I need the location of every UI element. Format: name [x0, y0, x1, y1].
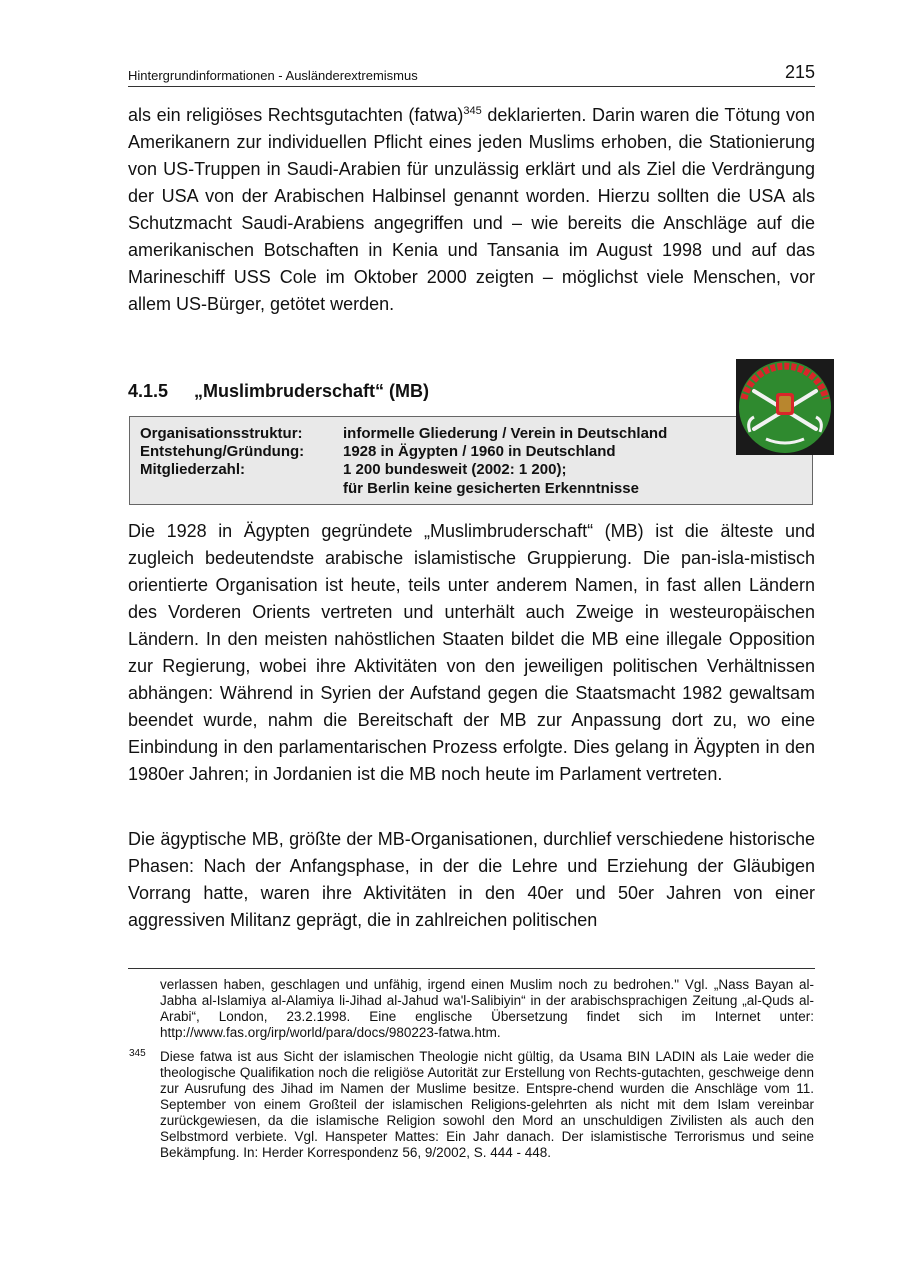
info-row [140, 461, 566, 478]
info-label: Mitgliederzahl: [140, 461, 246, 478]
page-number: 215 [784, 62, 815, 82]
paragraph-1-text-b: deklarierten. Darin waren die Tötung von Amerikanern zur individuellen Pflicht eines jeden Muslims erhoben, die Stationierung von US-Truppen in Saudi-Arabien für unzulässig erklärt und als Ziel die Verdrängung der USA von der Arabischen Halbinsel genannt worden. Hierzu sollten die USA als Schutzmacht Saudi-Arabiens angegriffen und – wie bereits die Anschläge auf die amerikanischen Botschaften in Kenia und Tansania im August 1998 und auf das Marineschiff USS Cole im Oktober 2000 zeigten – möglichst viele Menschen, vor allem US-Bürger, getötet werden. [128, 105, 816, 314]
footnote-345: Diese fatwa ist aus Sicht der islamischen Theologie nicht gültig, da Usama BIN LADIN als Laie weder die theologische Qualifikation noch die religiöse Autorität zur Erstellung von Rechts-gutachten, geschweige denn zur Ausrufung des Jihad im Namen der Muslime besitze. Entspre-chend wurden die Anschläge vom 11. September von einem Großteil der islamischen Religions-gelehrten als nicht mit dem Islam vereinbar zurückgewiesen, da die islamische Religion sowohl den Mord an unschuldigen Zivilisten als auch den Selbstmord verbiete. Vgl. Hanspeter Mattes: Ein Jahr danach. Der islamistische Terrorismus und seine Bekämpfung. In: Herder Korrespondenz 56, 9/2002, S. 444 - 448. [160, 1049, 814, 1160]
info-label: Entstehung/Gründung: [140, 443, 305, 460]
section-title: „Muslimbruderschaft“ (MB) [194, 381, 430, 401]
info-label: Organisationsstruktur: [140, 425, 303, 442]
body-paragraph-2: Die 1928 in Ägypten gegründete „Muslimbruderschaft“ (MB) ist die älteste und zugleich bedeutendste arabische islamistische Gruppierung. Die pan-isla-mistisch orientierte Organisation ist heute, teils unter anderem Namen, in fast allen Ländern des Vorderen Orients vertreten und unterhält auch Zweige in westeuropäischen Ländern. In den meisten nahöstlichen Staaten bildet die MB eine illegale Opposition zur Regierung, wobei ihre Aktivitäten von den jeweiligen politischen Verhältnissen abhängen: Während in Syrien der Aufstand gegen die Staatsmacht 1982 gewaltsam beendet wurde, nahm die Bereitschaft der MB zur Anpassung dort zu, wo eine Einbindung in den parlamentarischen Prozess erfolgte. Dies gelang in Ägypten in den 1980er Jahren; in Jordanien ist die MB noch heute im Parlament vertreten. [128, 521, 815, 784]
muslim-brotherhood-emblem [736, 359, 834, 455]
running-title: Hintergrundinformationen - Ausländerextremismus [128, 68, 418, 83]
info-row [140, 480, 639, 497]
footnote-ref-345[interactable]: 345 [463, 105, 482, 117]
body-paragraph-1 [128, 102, 815, 318]
info-value: 1 200 bundesweit (2002: 1 200); [343, 461, 567, 478]
body-paragraph-3: Die ägyptische MB, größte der MB-Organisationen, durchlief verschiedene historische Phasen: Nach der Anfangsphase, in der die Lehre und Erziehung der Gläubigen Vorrang hatte, waren ihre Aktivitäten in den 40er und 50er Jahren von einer aggressiven Militanz geprägt, die in zahlreichen politischen [128, 829, 815, 930]
section-heading [128, 381, 429, 402]
info-value: informelle Gliederung / Verein in Deutschland [343, 425, 668, 442]
crossed-swords-emblem-icon [736, 359, 834, 455]
info-row [140, 425, 667, 442]
page-header [128, 60, 815, 87]
paragraph-1-text-a: als ein religiöses Rechtsgutachten (fatwa) [128, 105, 464, 125]
section-number: 4.1.5 [128, 381, 169, 401]
info-row [140, 443, 616, 460]
footnote-number-345: 345 [129, 1048, 146, 1059]
info-box [129, 416, 813, 505]
info-value: für Berlin keine gesicherten Erkenntnisse [343, 480, 639, 497]
info-value: 1928 in Ägypten / 1960 in Deutschland [343, 443, 616, 460]
footnote-continuation: verlassen haben, geschlagen und unfähig, irgend einen Muslim noch zu bedrohen." Vgl. „Nass Bayan al-Jabha al-Islamiya al-Alamiya li-Jihad al-Jahud wa'l-Salibiyin“ in der arabischsprachigen Zeitung „al-Quds al-Arabi“, London, 23.2.1998. Eine englische Übersetzung findet sich im Internet unter: http://www.fas.org/irp/world/para/docs/980223-fatwa.htm. [160, 977, 814, 1040]
footnote-separator [128, 968, 815, 969]
